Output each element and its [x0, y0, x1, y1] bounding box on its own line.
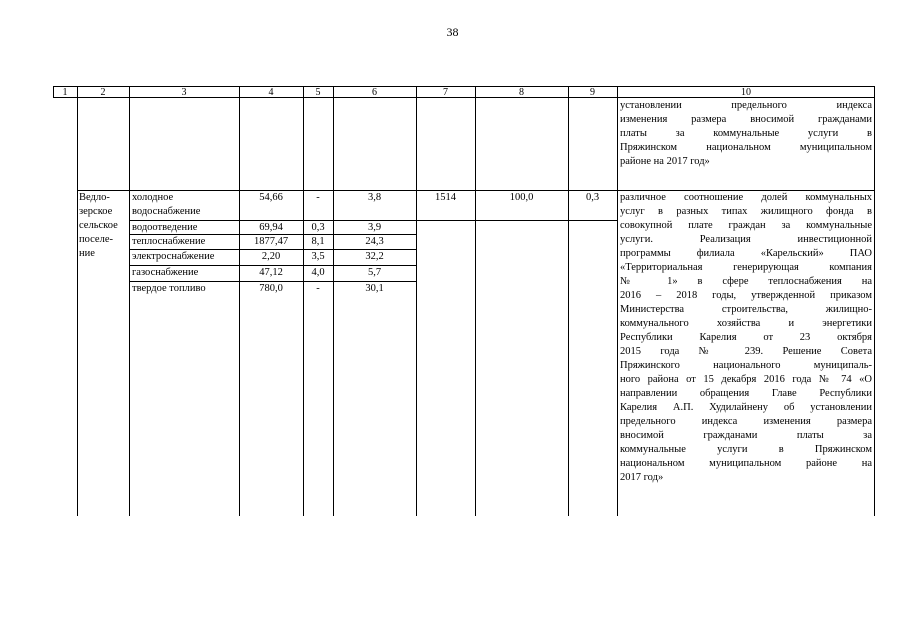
col-border: [475, 86, 476, 516]
col-border: [416, 86, 417, 516]
header-col-6: 6: [372, 87, 377, 98]
header-col-10: 10: [741, 87, 751, 98]
continued-text-line: установлении предельного индекса: [620, 100, 872, 111]
col-border: [617, 86, 618, 516]
col-border: [77, 86, 78, 516]
col6-value: 32,2: [365, 251, 384, 262]
col4-value: 2,20: [261, 251, 281, 262]
continued-text-line: районе на 2017 год»: [620, 156, 710, 167]
note-line: национальном муниципальном районе на: [620, 458, 872, 469]
header-col-3: 3: [181, 87, 187, 98]
col6-value: 30,1: [365, 283, 384, 294]
header-col-1: 1: [62, 87, 68, 98]
note-line: коммунальные услуги в Пряжинском: [620, 444, 872, 455]
header-col-7: 7: [443, 87, 448, 98]
service-name: газоснабжение: [132, 267, 199, 278]
service-name: теплоснабжение: [132, 236, 206, 247]
service-name: холодное: [132, 192, 174, 203]
col4-value: 1877,47: [253, 236, 289, 247]
service-name: водоотведение: [132, 222, 198, 233]
note-line: Министерства строительства, жилищно-: [620, 304, 872, 315]
note-line: № 1» в сфере теплоснабжения на: [620, 276, 872, 287]
col6-value: 3,9: [367, 222, 382, 233]
header-col-9: 9: [590, 87, 595, 98]
settlement-name: Ведло-: [79, 192, 110, 203]
note-line: ного района от 15 декабря 2016 года № 74 «О: [620, 374, 872, 385]
note-line: коммунального хозяйства и энергетики: [620, 318, 872, 329]
note-line: услуг в разных типах жилищного фонда в: [620, 206, 872, 217]
note-line: различное соотношение долей коммунальных: [620, 192, 872, 203]
col6-value: 24,3: [365, 236, 384, 247]
settlement-name: поселе-: [79, 234, 113, 245]
note-line: 2016 – 2018 годы, утвержденной приказом: [620, 290, 872, 301]
col7-value: 1514: [435, 192, 456, 203]
col5-value: 3,5: [311, 251, 325, 262]
header-col-4: 4: [268, 87, 274, 98]
col-border: [568, 86, 569, 516]
service-name: твердое топливо: [132, 283, 206, 294]
col-border: [239, 86, 240, 516]
settlement-name: зерское: [79, 206, 113, 217]
service-name: электроснабжение: [132, 251, 215, 262]
continued-text-line: платы за коммунальные услуги в: [620, 128, 872, 139]
col5-value: 0,3: [311, 222, 325, 233]
col4-value: 47,12: [259, 267, 283, 278]
col6-value: 3,8: [367, 192, 382, 203]
settlement-name: сельское: [79, 220, 118, 231]
col-border: [129, 86, 130, 516]
note-line: «Территориальная генерирующая компания: [620, 262, 872, 273]
note-line: Карелия А.П. Худилайнену об установлении: [620, 402, 872, 413]
note-line: программы филиала «Карельский» ПАО: [620, 248, 872, 259]
note-line: Пряжинского национального муниципаль-: [620, 360, 872, 371]
col5-value: 8,1: [311, 236, 325, 247]
col5-value: 4,0: [311, 267, 325, 278]
settlement-name: ние: [79, 248, 95, 259]
note-line: Республики Карелия от 23 октября: [620, 332, 872, 343]
col-border: [303, 86, 304, 516]
note-line: 2015 года № 239. Решение Совета: [620, 346, 872, 357]
header-col-8: 8: [519, 87, 524, 98]
col4-value: 780,0: [259, 283, 283, 294]
col6-value: 5,7: [367, 267, 382, 278]
continued-text-line: изменения размера вносимой гражданами: [620, 114, 872, 125]
col-border: [333, 86, 334, 516]
col5-value: -: [316, 283, 320, 294]
col5-value: -: [316, 192, 320, 203]
continued-text-line: Пряжинском национальном муниципальном: [620, 142, 872, 153]
row-border: [416, 220, 617, 221]
note-line: предельного индекса изменения размера: [620, 416, 872, 427]
col9-value: 0,3: [585, 192, 600, 203]
col4-value: 54,66: [259, 192, 283, 203]
col8-value: 100,0: [509, 192, 534, 203]
header-col-5: 5: [315, 87, 321, 98]
header-col-2: 2: [100, 87, 106, 98]
col-border: [874, 86, 875, 516]
note-line: направлении обращения Главе Республики: [620, 388, 872, 399]
note-line: 2017 год»: [620, 472, 664, 483]
note-line: услуги. Реализация инвестиционной: [620, 234, 872, 245]
col4-value: 69,94: [259, 222, 283, 233]
service-name: водоснабжение: [132, 206, 201, 217]
note-line: совокупной плате граждан за коммунальные: [620, 220, 872, 231]
page-number: 38: [446, 25, 459, 39]
note-line: вносимой гражданами платы за: [620, 430, 872, 441]
